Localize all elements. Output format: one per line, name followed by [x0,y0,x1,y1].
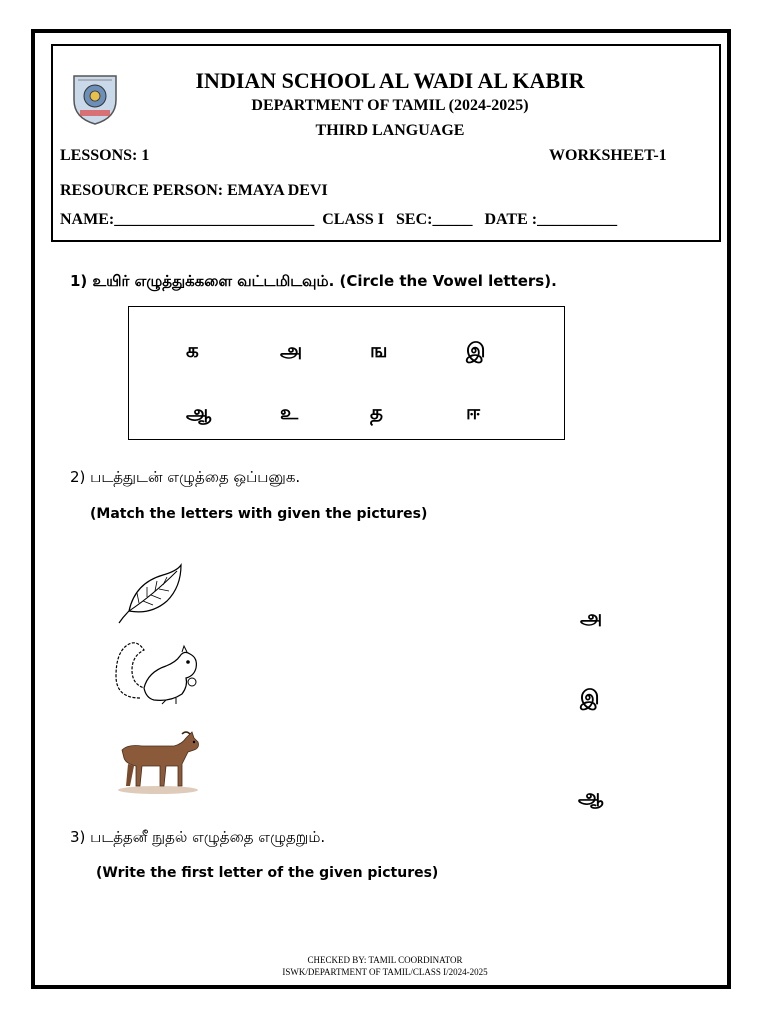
resource-person: RESOURCE PERSON: EMAYA DEVI [60,182,328,199]
lessons-label: LESSONS: 1 [60,147,150,164]
vowel-box-letter[interactable]: ங [370,338,388,362]
vowel-box-letter[interactable]: க [186,338,199,362]
vowel-box-letter[interactable]: ஈ [466,400,481,424]
name-class-date-row: NAME:_________________________ CLASS I SEC:_____ DATE :__________ [60,211,618,228]
school-logo-icon [68,70,122,126]
question-2-subtitle: (Match the letters with given the pictures) [90,506,428,522]
match-letter[interactable]: ஆ [578,784,604,808]
footer-department-line: ISWK/DEPARTMENT OF TAMIL/CLASS I/2024-2025 [282,967,488,977]
question-1-title: 1) உயிர் எழுத்துக்களை வட்டமிடவும். (Circle the Vowel letters). [70,272,557,290]
department-title: DEPARTMENT OF TAMIL (2024-2025) [251,97,529,114]
vowel-box-letter[interactable]: உ [280,400,299,424]
question-3-title: 3) படத்தனீ நுதல் எழுத்தை எழுதறும். [70,828,326,846]
vowel-box-letter[interactable]: த [370,400,384,424]
language-title: THIRD LANGUAGE [315,122,465,139]
leaf-picture [115,563,187,625]
squirrel-picture [110,636,206,706]
match-letter[interactable]: அ [580,605,603,629]
goat-picture [112,730,204,796]
school-name: INDIAN SCHOOL AL WADI AL KABIR [195,68,585,93]
vowel-box-letter[interactable]: அ [280,338,303,362]
worksheet-label: WORKSHEET-1 [549,147,667,164]
question-2-title: 2) படத்துடன் எழுத்தை ஒப்பனுக. [70,468,301,486]
footer-checked-by: CHECKED BY: TAMIL COORDINATOR [307,955,463,965]
vowel-box-letter[interactable]: ஆ [186,400,212,424]
vowel-box-letter[interactable]: இ [466,338,486,362]
question-3-subtitle: (Write the first letter of the given pictures) [96,865,439,881]
match-letter[interactable]: இ [580,685,600,709]
